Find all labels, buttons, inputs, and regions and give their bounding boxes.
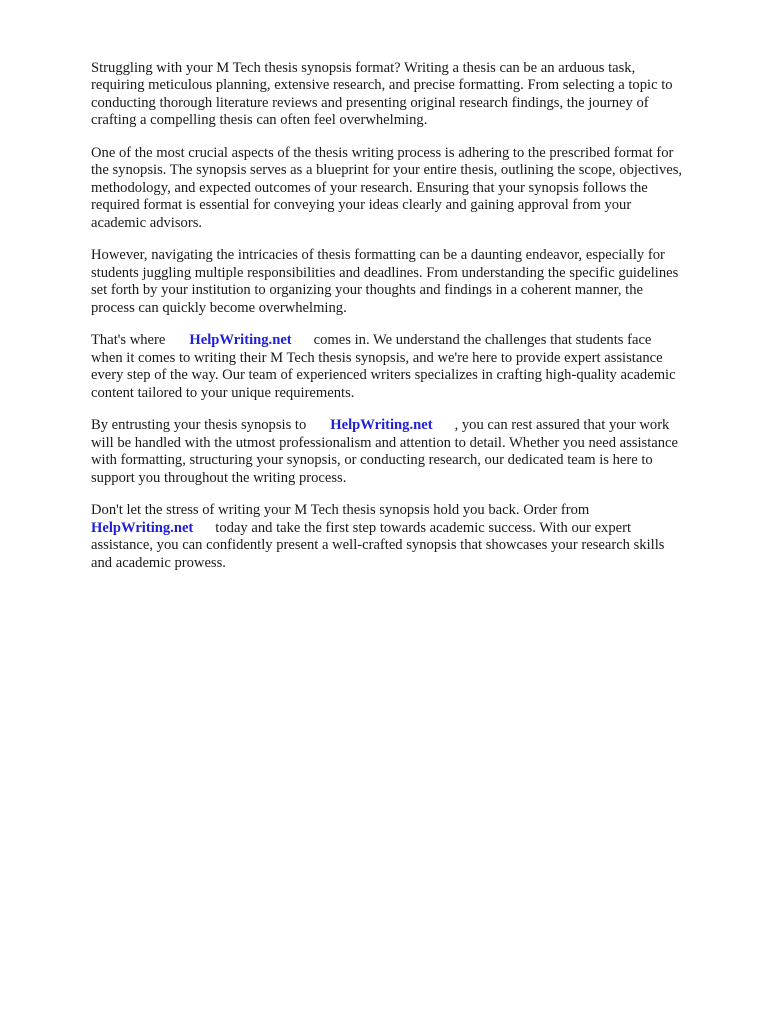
- paragraph-format-importance: One of the most crucial aspects of the thesis writing process is adhering to the prescribed format for the synopsis. The synopsis serves as a blueprint for your entire thesis, outlining the scope, objectives, methodology, and expected outcomes of your research. Ensuring that your synopsis follows the required format is essential for conveying your ideas clearly and gaining approval from your academic advisors.: [91, 145, 683, 231]
- helpwriting-link[interactable]: HelpWriting.net: [330, 417, 433, 434]
- paragraph-text-after-link: , you can rest assured that your work will be handled with the utmost professionalism and attention to detail. Whether you need assistance with formatting, structuring your synopsis, or conducting research, our dedicated team is here to support you throughout the writing process.: [91, 417, 678, 486]
- paragraph-service-intro: [91, 332, 731, 402]
- paragraph-intro: Struggling with your M Tech thesis synopsis format? Writing a thesis can be an arduous task, requiring meticulous planning, extensive research, and precise formatting. From selecting a topic to conducting thorough literature reviews and presenting original research findings, the journey of crafting a compelling thesis can often feel overwhelming.: [91, 60, 673, 129]
- helpwriting-link[interactable]: HelpWriting.net: [91, 519, 194, 536]
- paragraph-text-before-link: Don't let the stress of writing your M Tech thesis synopsis hold you back. Order from: [91, 502, 590, 519]
- document-page: [91, 60, 731, 588]
- paragraph-text-after-link: today and take the first step towards academic success. With our expert assistance, you can confidently present a well-crafted synopsis that showcases your research skills and academic prowess.: [91, 519, 665, 571]
- paragraph-text-after-link: comes in. We understand the challenges that students face when it comes to writing their M Tech thesis synopsis, and we're here to provide expert assistance every step of the way. Our team of experienced writers specializes in crafting high-quality academic content tailored to your unique requirements.: [91, 332, 676, 401]
- paragraph-entrust: [91, 417, 731, 487]
- paragraph-formatting-challenges: However, navigating the intricacies of thesis formatting can be a daunting endeavor, especially for students juggling multiple responsibilities and deadlines. From understanding the specific guidelines set forth by your institution to organizing your thoughts and findings in a coherent manner, the process can quickly become overwhelming.: [91, 247, 679, 316]
- paragraph-text-before-link: By entrusting your thesis synopsis to: [91, 417, 307, 434]
- helpwriting-link[interactable]: HelpWriting.net: [189, 332, 292, 349]
- paragraph-call-to-action: [91, 502, 731, 572]
- paragraph-text-before-link: That's where: [91, 332, 166, 349]
